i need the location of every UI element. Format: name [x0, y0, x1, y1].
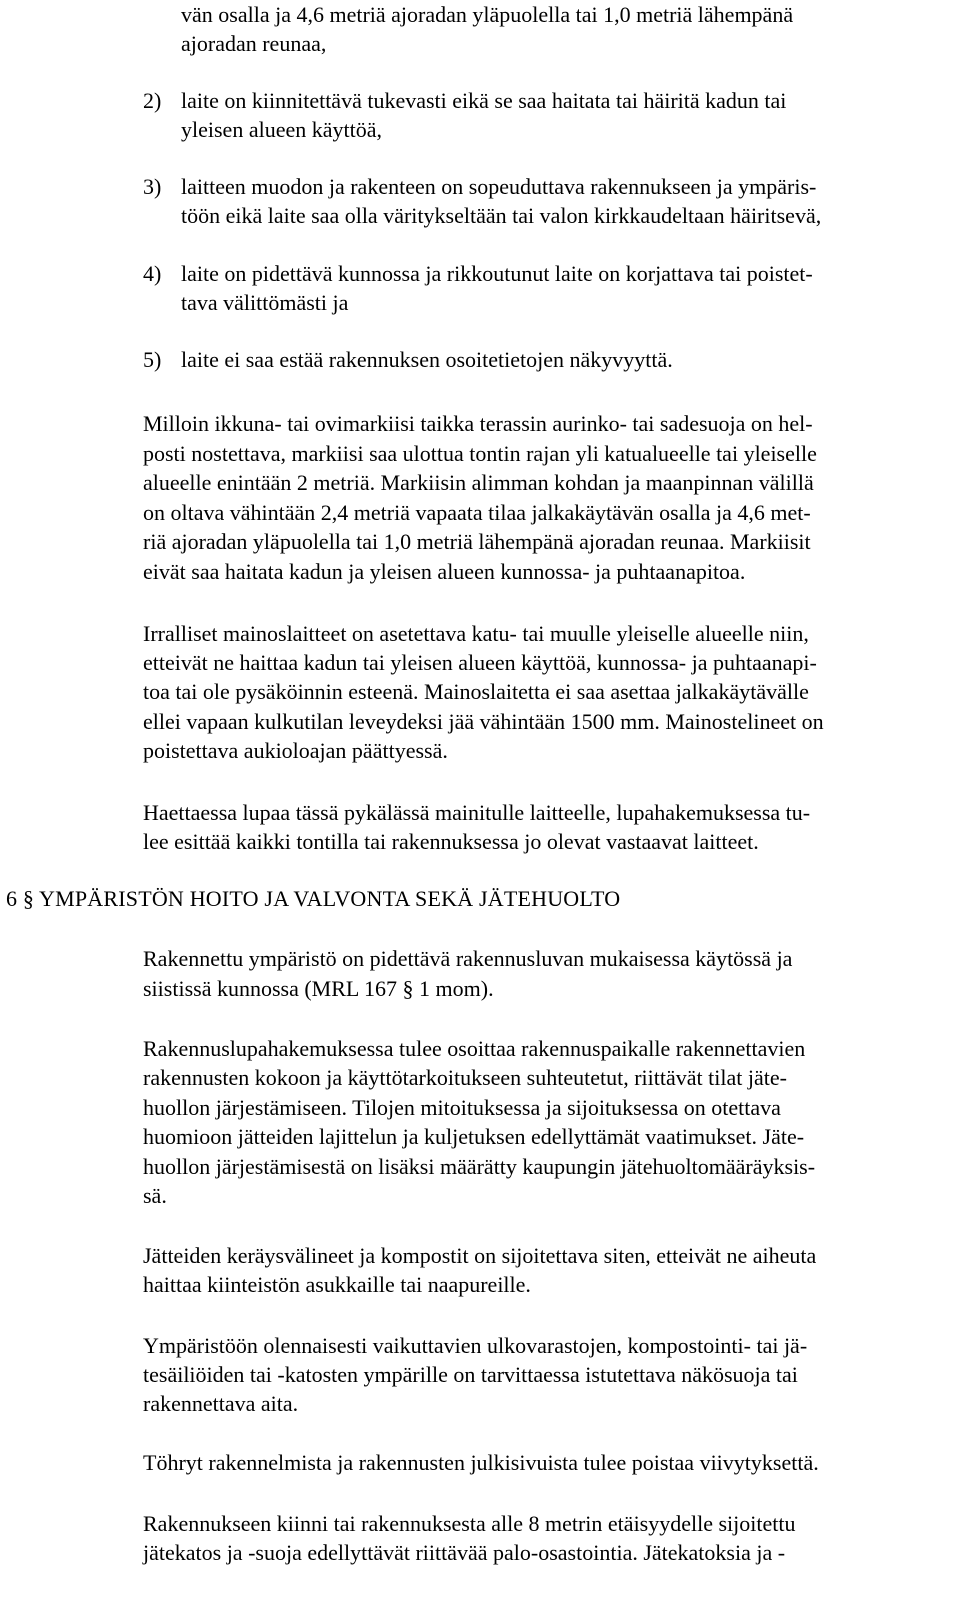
text-line: jätekatos ja -suoja edellyttävät riittävää palo-osastointia. Jätekatoksia ja - — [143, 1540, 786, 1565]
text-line: Haettaessa lupaa tässä pykälässä mainitulle laitteelle, lupahakemuksessa tu- — [143, 800, 811, 825]
list-number: 3) — [143, 174, 162, 199]
text-line: Ympäristöön olennaisesti vaikuttavien ulkovarastojen, kompostointi- tai jä- — [143, 1333, 808, 1358]
list-number: 5) — [143, 347, 162, 372]
text-line: ellei vapaan kulkutilan leveydeksi jää vähintään 1500 mm. Mainostelineet on — [143, 709, 824, 734]
text-line: vän osalla ja 4,6 metriä ajoradan yläpuolella tai 1,0 metriä lähempänä — [181, 2, 794, 27]
text-line: Jätteiden keräysvälineet ja kompostit on sijoitettava siten, etteivät ne aiheuta — [143, 1243, 817, 1268]
text-line: etteivät ne haittaa kadun tai yleisen alueen käyttöä, kunnossa- ja puhtaanapi- — [143, 650, 817, 675]
text-line: huollon järjestämisestä on lisäksi määrätty kaupungin jätehuoltomääräyksis- — [143, 1154, 816, 1179]
text-line: riä ajoradan yläpuolella tai 1,0 metriä lähempänä ajoradan reunaa. Markiisit — [143, 529, 811, 554]
text-line: eivät saa haitata kadun ja yleisen alueen kunnossa- ja puhtaanapitoa. — [143, 559, 746, 584]
text-line: Milloin ikkuna- tai ovimarkiisi taikka terassin aurinko- tai sadesuoja on hel- — [143, 411, 813, 436]
text-line: Rakennukseen kiinni tai rakennuksesta alle 8 metrin etäisyydelle sijoitettu — [143, 1511, 796, 1536]
text-line: lee esittää kaikki tontilla tai rakennuksessa jo olevat vastaavat laitteet. — [143, 829, 759, 854]
text-line: Töhryt rakennelmista ja rakennusten julkisivuista tulee poistaa viivytyksettä. — [143, 1450, 819, 1475]
text-line: tesäiliöiden tai -katosten ympärille on tarvittaessa istutettava näkösuoja tai — [143, 1362, 798, 1387]
text-line: toa tai ole pysäköinnin esteenä. Mainoslaitetta ei saa asettaa jalkakäytävälle — [143, 679, 809, 704]
text-line: haittaa kiinteistön asukkaille tai naapureille. — [143, 1272, 531, 1297]
text-line: laitteen muodon ja rakenteen on sopeuduttava rakennukseen ja ympäris- — [181, 174, 817, 199]
text-line: laite ei saa estää rakennuksen osoitetietojen näkyvyyttä. — [181, 347, 673, 372]
text-line: laite on pidettävä kunnossa ja rikkoutunut laite on korjattava tai poistet- — [181, 261, 813, 286]
text-line: siistissä kunnossa (MRL 167 § 1 mom). — [143, 976, 494, 1001]
text-line: huollon järjestämiseen. Tilojen mitoituksessa ja sijoituksessa on otettava — [143, 1095, 781, 1120]
text-line: sä. — [143, 1183, 167, 1208]
text-line: posti nostettava, markiisi saa ulottua tontin rajan yli katualueelle tai yleiselle — [143, 441, 817, 466]
text-line: rakennusten kokoon ja käyttötarkoitukseen suhteutetut, riittävät tilat jäte- — [143, 1065, 787, 1090]
text-line: poistettava aukioloajan päättyessä. — [143, 738, 448, 763]
text-line: yleisen alueen käyttöä, — [181, 117, 382, 142]
text-line: Rakennuslupahakemuksessa tulee osoittaa rakennuspaikalle rakennettavien — [143, 1036, 806, 1061]
text-line: rakennettava aita. — [143, 1391, 299, 1416]
text-line: tava välittömästi ja — [181, 290, 349, 315]
list-number: 4) — [143, 261, 162, 286]
text-line: Irralliset mainoslaitteet on asetettava katu- tai muulle yleiselle alueelle niin, — [143, 621, 809, 646]
text-line: Rakennettu ympäristö on pidettävä rakennusluvan mukaisessa käytössä ja — [143, 946, 793, 971]
text-line: on oltava vähintään 2,4 metriä vapaata tilaa jalkakäytävän osalla ja 4,6 met- — [143, 500, 811, 525]
text-line: töön eikä laite saa olla väritykseltään tai valon kirkkaudeltaan häiritsevä, — [181, 203, 822, 228]
text-line: alueelle enintään 2 metriä. Markiisin alimman kohdan ja maanpinnan välillä — [143, 470, 814, 495]
text-line: laite on kiinnitettävä tukevasti eikä se saa haitata tai häiritä kadun tai — [181, 88, 787, 113]
text-line: ajoradan reunaa, — [181, 31, 327, 56]
list-number: 2) — [143, 88, 162, 113]
text-line: huomioon jätteiden lajittelun ja kuljetuksen edellyttämät vaatimukset. Jäte- — [143, 1124, 805, 1149]
section-heading: 6 § YMPÄRISTÖN HOITO JA VALVONTA SEKÄ JÄTEHUOLTO — [6, 886, 621, 911]
